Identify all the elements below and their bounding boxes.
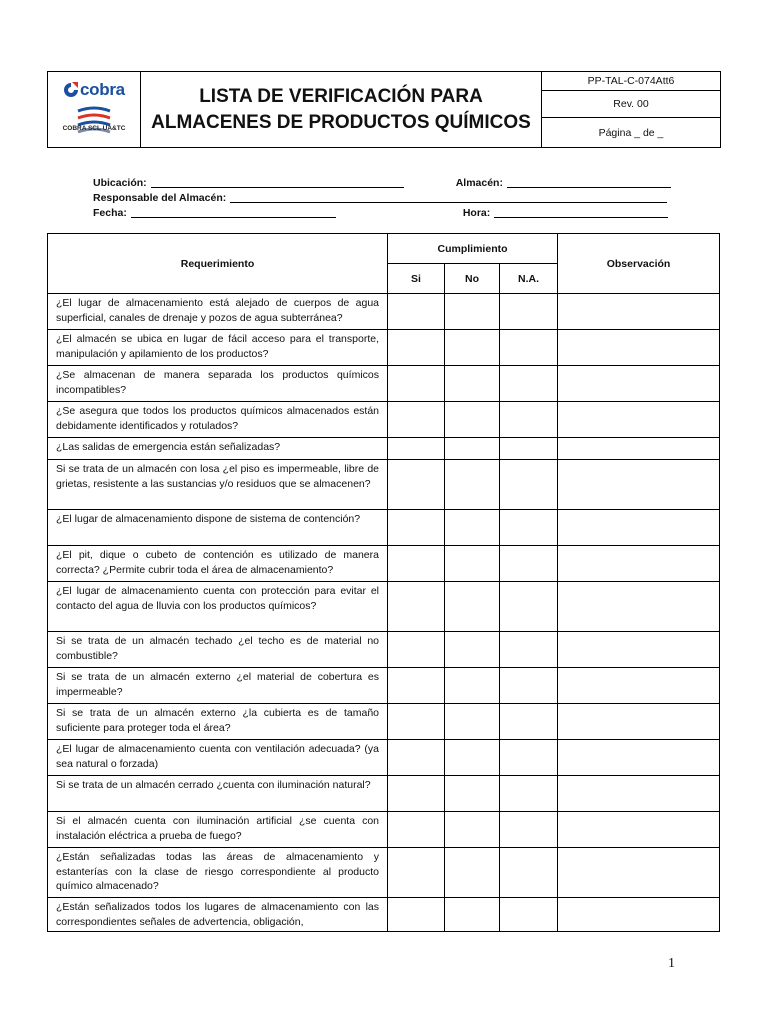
table-row xyxy=(48,294,720,330)
requirement-text: Si el almacén cuenta con iluminación artificial ¿se cuenta con instalación eléctrica a prueba de fuego? xyxy=(48,812,388,848)
cell-si[interactable] xyxy=(388,776,445,812)
cell-si[interactable] xyxy=(388,510,445,546)
cell-na[interactable] xyxy=(500,330,558,366)
table-row xyxy=(48,546,720,582)
cell-si[interactable] xyxy=(388,582,445,632)
cell-no[interactable] xyxy=(445,546,500,582)
cell-na[interactable] xyxy=(500,510,558,546)
almacen-label: Almacén: xyxy=(455,177,503,189)
cell-na[interactable] xyxy=(500,704,558,740)
requirement-text: Si se trata de un almacén externo ¿la cubierta es de tamaño suficiente para proteger toda el área? xyxy=(48,704,388,740)
table-row xyxy=(48,510,720,546)
cell-no[interactable] xyxy=(445,402,500,438)
cell-si[interactable] xyxy=(388,704,445,740)
cell-observacion[interactable] xyxy=(558,582,720,632)
hora-field[interactable] xyxy=(494,206,668,218)
checklist-rows xyxy=(48,294,720,932)
cell-na[interactable] xyxy=(500,460,558,510)
col-si: Si xyxy=(388,264,445,294)
col-na: N.A. xyxy=(500,264,558,294)
cell-observacion[interactable] xyxy=(558,776,720,812)
cell-na[interactable] xyxy=(500,366,558,402)
table-row xyxy=(48,848,720,898)
ubicacion-label: Ubicación: xyxy=(93,177,147,189)
cell-observacion[interactable] xyxy=(558,460,720,510)
logo-caption: COBRA SCL UA&TC xyxy=(62,125,126,132)
cell-observacion[interactable] xyxy=(558,438,720,460)
cell-si[interactable] xyxy=(388,366,445,402)
table-row xyxy=(48,330,720,366)
requirement-text: Si se trata de un almacén cerrado ¿cuenta con iluminación natural? xyxy=(48,776,388,812)
col-observacion: Observación xyxy=(558,234,720,294)
cell-no[interactable] xyxy=(445,668,500,704)
requirement-text: ¿Están señalizados todos los lugares de almacenamiento con las correspondientes señales de advertencia, obligación, xyxy=(48,898,388,932)
document-revision: Rev. 00 xyxy=(542,91,720,118)
ubicacion-field[interactable] xyxy=(151,176,404,188)
table-row xyxy=(48,898,720,932)
cell-no[interactable] xyxy=(445,704,500,740)
table-row xyxy=(48,668,720,704)
almacen-field[interactable] xyxy=(507,176,671,188)
page-number: 1 xyxy=(668,956,675,971)
table-row xyxy=(48,438,720,460)
cell-no[interactable] xyxy=(445,812,500,848)
cell-si[interactable] xyxy=(388,460,445,510)
requirement-text: ¿Se asegura que todos los productos químicos almacenados están debidamente identificados y rotulados? xyxy=(48,402,388,438)
cell-observacion[interactable] xyxy=(558,668,720,704)
requirement-text: ¿El lugar de almacenamiento dispone de sistema de contención? xyxy=(48,510,388,546)
cell-observacion[interactable] xyxy=(558,402,720,438)
cell-no[interactable] xyxy=(445,848,500,898)
cell-na[interactable] xyxy=(500,582,558,632)
cell-observacion[interactable] xyxy=(558,812,720,848)
table-row xyxy=(48,402,720,438)
cell-observacion[interactable] xyxy=(558,704,720,740)
table-row xyxy=(48,740,720,776)
responsable-field[interactable] xyxy=(230,191,667,203)
table-row xyxy=(48,704,720,740)
cobra-swirl-icon xyxy=(62,81,80,99)
cell-si[interactable] xyxy=(388,812,445,848)
hora-label: Hora: xyxy=(462,207,491,219)
col-no: No xyxy=(445,264,500,294)
fecha-field[interactable] xyxy=(131,206,336,218)
title-line-1: LISTA DE VERIFICACIÓN PARA xyxy=(199,85,483,107)
requirement-text: ¿El lugar de almacenamiento cuenta con ventilación adecuada? (ya sea natural o forzada) xyxy=(48,740,388,776)
cell-observacion[interactable] xyxy=(558,366,720,402)
cell-si[interactable] xyxy=(388,546,445,582)
requirement-text: ¿El pit, dique o cubeto de contención es utilizado de manera correcta? ¿Permite cubrir toda el área de almacenamiento? xyxy=(48,546,388,582)
cell-observacion[interactable] xyxy=(558,546,720,582)
cell-si[interactable] xyxy=(388,848,445,898)
cell-si[interactable] xyxy=(388,898,445,932)
company-logo xyxy=(48,72,141,147)
requirement-text: ¿El lugar de almacenamiento está alejado de cuerpos de agua superficial, canales de drenaje y pozos de agua subterránea? xyxy=(48,294,388,330)
cell-si[interactable] xyxy=(388,668,445,704)
requirement-text: ¿El almacén se ubica en lugar de fácil acceso para el transporte, manipulación y apilamiento de los productos? xyxy=(48,330,388,366)
cell-na[interactable] xyxy=(500,740,558,776)
cell-na[interactable] xyxy=(500,898,558,932)
table-row xyxy=(48,366,720,402)
cell-si[interactable] xyxy=(388,740,445,776)
form-fields xyxy=(93,176,683,221)
cell-na[interactable] xyxy=(500,546,558,582)
cell-na[interactable] xyxy=(500,812,558,848)
cell-no[interactable] xyxy=(445,330,500,366)
cell-na[interactable] xyxy=(500,294,558,330)
cell-si[interactable] xyxy=(388,402,445,438)
cell-no[interactable] xyxy=(445,582,500,632)
cell-no[interactable] xyxy=(445,898,500,932)
col-requerimiento: Requerimiento xyxy=(48,234,388,294)
requirement-text: ¿Están señalizadas todas las áreas de almacenamiento y estanterías con la clase de riesgo correspondiente al producto químico almacenado? xyxy=(48,848,388,898)
cell-no[interactable] xyxy=(445,438,500,460)
cell-no[interactable] xyxy=(445,366,500,402)
cell-no[interactable] xyxy=(445,294,500,330)
table-row xyxy=(48,632,720,668)
cell-na[interactable] xyxy=(500,776,558,812)
cell-observacion[interactable] xyxy=(558,330,720,366)
cell-si[interactable] xyxy=(388,438,445,460)
cell-si[interactable] xyxy=(388,294,445,330)
cell-no[interactable] xyxy=(445,510,500,546)
cell-na[interactable] xyxy=(500,632,558,668)
cell-no[interactable] xyxy=(445,632,500,668)
title-line-2: ALMACENES DE PRODUCTOS QUÍMICOS xyxy=(151,111,531,133)
checklist-table xyxy=(47,233,720,932)
cell-observacion[interactable] xyxy=(558,740,720,776)
requirement-text: ¿El lugar de almacenamiento cuenta con protección para evitar el contacto del agua de lluvia con los productos químicos? xyxy=(48,582,388,632)
requirement-text: ¿Se almacenan de manera separada los productos químicos incompatibles? xyxy=(48,366,388,402)
cell-observacion[interactable] xyxy=(558,898,720,932)
cell-observacion[interactable] xyxy=(558,510,720,546)
cell-observacion[interactable] xyxy=(558,848,720,898)
logo-wordmark: cobra xyxy=(80,80,125,99)
document-meta xyxy=(542,72,720,147)
requirement-text: Si se trata de un almacén externo ¿el material de cobertura es impermeable? xyxy=(48,668,388,704)
cell-na[interactable] xyxy=(500,848,558,898)
col-cumplimiento: Cumplimiento xyxy=(388,234,558,264)
document-header xyxy=(47,71,721,148)
cell-na[interactable] xyxy=(500,402,558,438)
requirement-text: Si se trata de un almacén con losa ¿el piso es impermeable, libre de grietas, resistente a las sustancias y/o residuos que se almacenen? xyxy=(48,460,388,510)
cell-no[interactable] xyxy=(445,740,500,776)
table-row xyxy=(48,776,720,812)
cell-si[interactable] xyxy=(388,330,445,366)
table-row xyxy=(48,582,720,632)
document-title xyxy=(141,72,542,147)
fecha-label: Fecha: xyxy=(93,207,127,219)
table-row xyxy=(48,460,720,510)
cell-na[interactable] xyxy=(500,668,558,704)
cell-observacion[interactable] xyxy=(558,294,720,330)
document-code: PP-TAL-C-074Att6 xyxy=(542,72,720,91)
cell-no[interactable] xyxy=(445,776,500,812)
page-indicator: Página _ de _ xyxy=(598,126,664,139)
cell-no[interactable] xyxy=(445,460,500,510)
cell-si[interactable] xyxy=(388,632,445,668)
cell-observacion[interactable] xyxy=(558,632,720,668)
requirement-text: Si se trata de un almacén techado ¿el techo es de material no combustible? xyxy=(48,632,388,668)
table-row xyxy=(48,812,720,848)
responsable-label: Responsable del Almacén: xyxy=(93,192,227,204)
requirement-text: ¿Las salidas de emergencia están señalizadas? xyxy=(48,438,388,460)
cell-na[interactable] xyxy=(500,438,558,460)
